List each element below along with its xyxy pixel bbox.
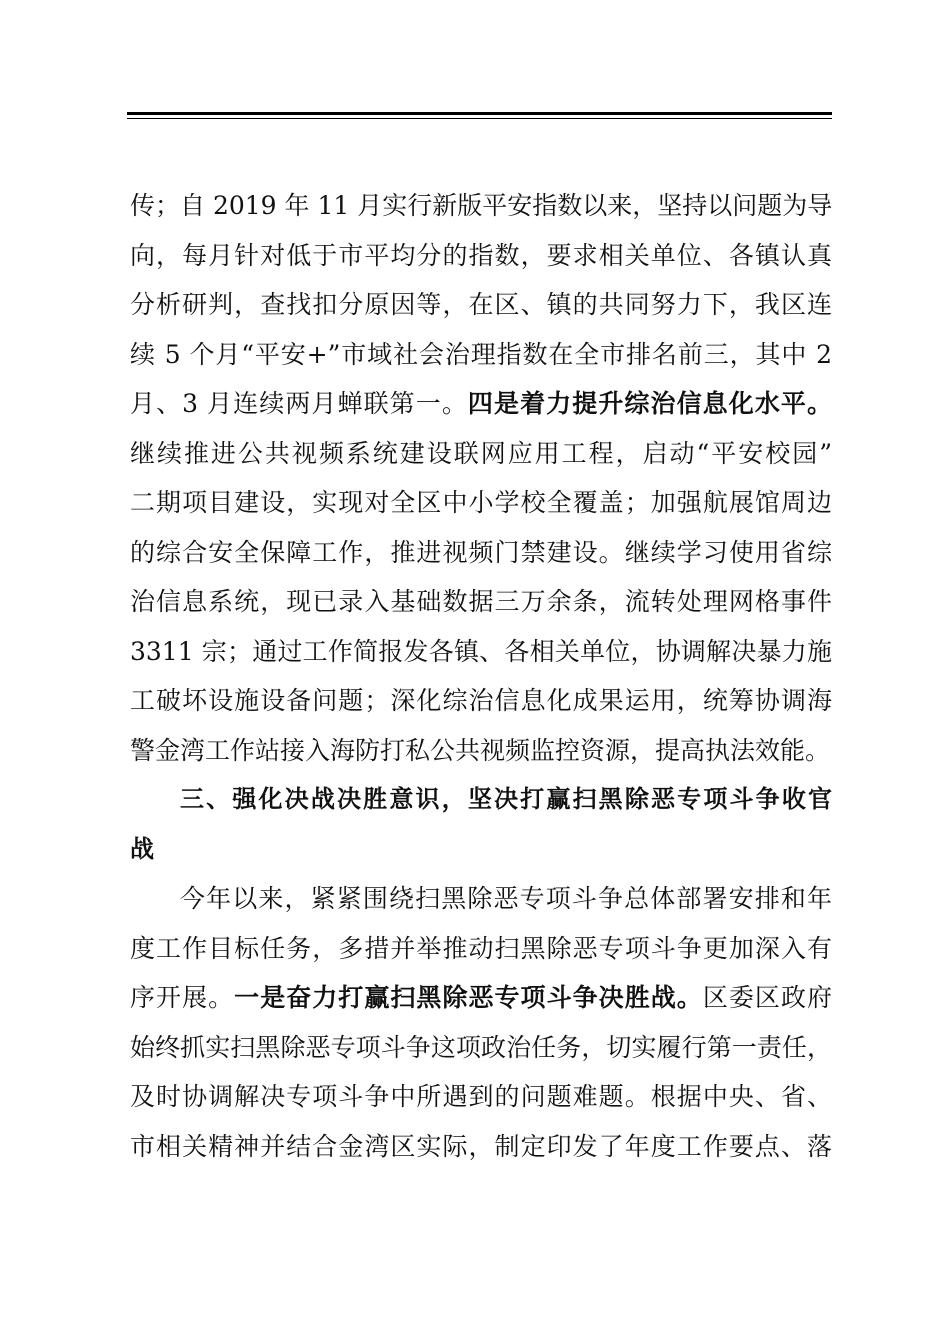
heading-line: 三、强化决战决胜意识，坚决打赢扫黑除恶专项斗争收官: [180, 785, 832, 813]
text-line: [130, 379, 832, 429]
section-heading: [130, 775, 832, 874]
text-line: 二期项目建设，实现对全区中小学校全覆盖；加强航展馆周边: [130, 488, 832, 517]
text-line: 工破坏设施设备问题；深化综治信息化成果运用，统筹协调海: [130, 686, 832, 715]
text-line: 今年以来，紧紧围绕扫黑除恶专项斗争总体部署安排和年: [180, 884, 832, 913]
emphasis-run: 四是着力提升综治信息化水平。: [467, 389, 832, 418]
text-line: 分析研判，查找扣分原因等，在区、镇的共同努力下，我区连: [130, 290, 832, 319]
text-line: 的综合安全保障工作，推进视频门禁建设。继续学习使用省综: [130, 537, 832, 567]
header-rule-thin: [127, 118, 832, 119]
text-line: 及时协调解决专项斗争中所遇到的问题难题。根据中央、省、: [130, 1082, 832, 1111]
text-line: 3311 宗；通过工作简报发各镇、各相关单位，协调解决暴力施: [130, 636, 832, 666]
text-line: 治信息系统，现已录入基础数据三万余条，流转处理网格事件: [130, 587, 832, 616]
header-rule-thick: [127, 112, 832, 115]
text-run: 区委区政府: [702, 983, 832, 1012]
text-line: 始终抓实扫黑除恶专项斗争这项政治任务，切实履行第一责任，: [130, 1032, 832, 1062]
emphasis-run: 一是奋力打赢扫黑除恶专项斗争决胜战。: [234, 983, 703, 1012]
text-line: 度工作目标任务，多措并举推动扫黑除恶专项斗争更加深入有: [130, 933, 832, 963]
paragraph-1: [130, 181, 832, 775]
text-run: 序开展。: [130, 983, 235, 1012]
text-line: 传；自 2019 年 11 月实行新版平安指数以来，坚持以问题为导: [130, 191, 833, 220]
text-line: 警金湾工作站接入海防打私公共视频监控资源，提高执法效能。: [130, 735, 831, 765]
document-body: [130, 181, 832, 1171]
heading-line: 战: [130, 834, 154, 863]
text-line: 续 5 个月“平安+”市域社会治理指数在全市排名前三，其中 2: [130, 339, 832, 369]
text-run: 月、3 月连续两月蝉联第一。: [130, 389, 468, 418]
text-line: 市相关精神并结合金湾区实际，制定印发了年度工作要点、落: [130, 1131, 832, 1161]
paragraph-2: [130, 874, 832, 1171]
text-line: [130, 973, 832, 1023]
text-line: 向，每月针对低于市平均分的指数，要求相关单位、各镇认真: [130, 240, 832, 270]
text-line: 继续推进公共视频系统建设联网应用工程，启动“平安校园”: [130, 438, 832, 468]
